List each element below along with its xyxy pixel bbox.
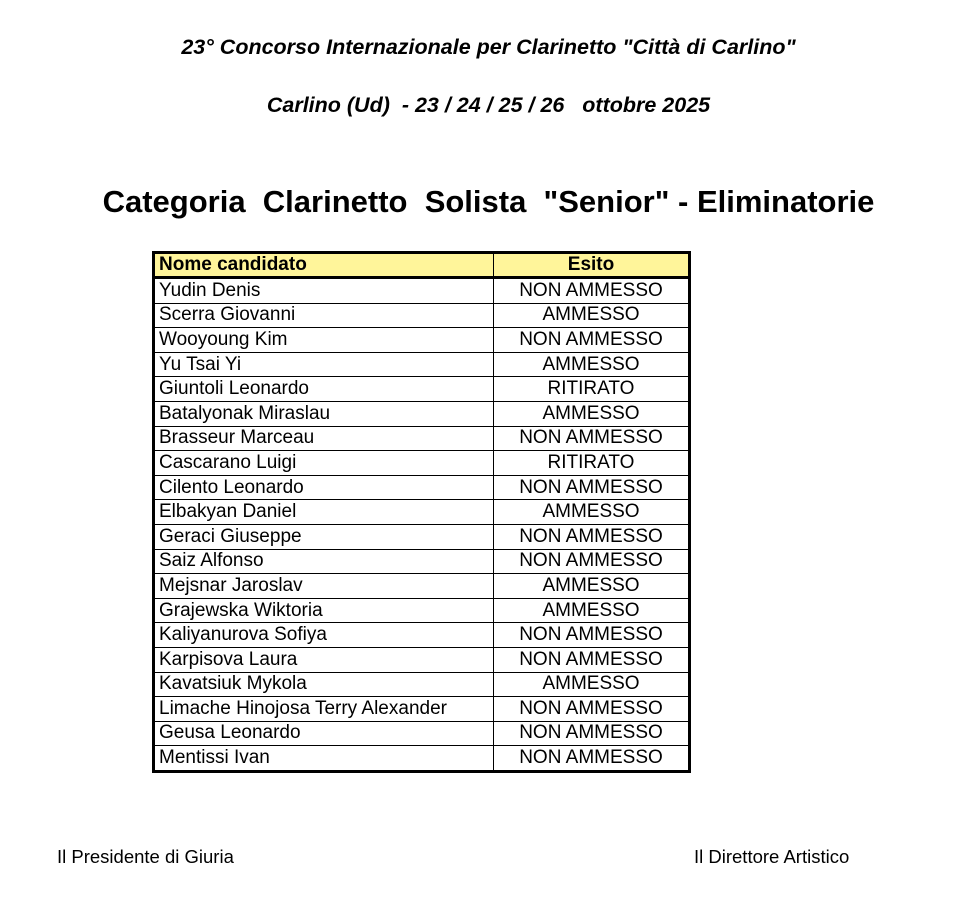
results-body <box>154 278 690 772</box>
candidate-result: AMMESSO <box>494 598 690 623</box>
candidate-result: RITIRATO <box>494 377 690 402</box>
candidate-name: Mentissi Ivan <box>154 746 494 772</box>
candidate-result: RITIRATO <box>494 451 690 476</box>
candidate-name: Giuntoli Leonardo <box>154 377 494 402</box>
competition-dates: Carlino (Ud) - 23 / 24 / 25 / 26 ottobre 2025 <box>266 93 711 117</box>
candidate-result: NON AMMESSO <box>494 328 690 353</box>
candidate-name: Karpisova Laura <box>154 647 494 672</box>
table-row <box>154 426 690 451</box>
table-header-row <box>154 253 690 278</box>
candidate-name: Cascarano Luigi <box>154 451 494 476</box>
table-row <box>154 672 690 697</box>
table-row <box>154 746 690 772</box>
table-row <box>154 401 690 426</box>
candidate-result: AMMESSO <box>494 303 690 328</box>
candidate-result: NON AMMESSO <box>494 647 690 672</box>
candidate-result: NON AMMESSO <box>494 697 690 722</box>
candidate-name: Wooyoung Kim <box>154 328 494 353</box>
candidate-result: AMMESSO <box>494 401 690 426</box>
candidate-name: Geusa Leonardo <box>154 721 494 746</box>
candidate-name: Batalyonak Miraslau <box>154 401 494 426</box>
table-row <box>154 598 690 623</box>
table-row <box>154 278 690 304</box>
candidate-result: AMMESSO <box>494 500 690 525</box>
table-row <box>154 721 690 746</box>
candidate-name: Kavatsiuk Mykola <box>154 672 494 697</box>
signature-director: Il Direttore Artistico <box>694 846 850 867</box>
candidate-result: NON AMMESSO <box>494 549 690 574</box>
candidate-name: Saiz Alfonso <box>154 549 494 574</box>
candidate-result: NON AMMESSO <box>494 721 690 746</box>
candidate-name: Elbakyan Daniel <box>154 500 494 525</box>
candidate-name: Cilento Leonardo <box>154 475 494 500</box>
candidate-result: NON AMMESSO <box>494 475 690 500</box>
candidate-result: NON AMMESSO <box>494 426 690 451</box>
column-header-esito: Esito <box>494 253 690 278</box>
candidate-name: Yu Tsai Yi <box>154 352 494 377</box>
table-row <box>154 303 690 328</box>
signature-president: Il Presidente di Giuria <box>57 846 234 867</box>
candidate-name: Kaliyanurova Sofiya <box>154 623 494 648</box>
results-table <box>152 251 691 773</box>
table-row <box>154 377 690 402</box>
candidate-name: Yudin Denis <box>154 278 494 304</box>
table-row <box>154 574 690 599</box>
competition-title: 23° Concorso Internazionale per Clarinetto "Città di Carlino" <box>181 35 796 59</box>
table-row <box>154 475 690 500</box>
candidate-result: NON AMMESSO <box>494 278 690 304</box>
candidate-name: Geraci Giuseppe <box>154 524 494 549</box>
category-heading: Categoria Clarinetto Solista "Senior" - Eliminatorie <box>102 184 875 219</box>
candidate-name: Limache Hinojosa Terry Alexander <box>154 697 494 722</box>
candidate-name: Scerra Giovanni <box>154 303 494 328</box>
table-row <box>154 623 690 648</box>
candidate-name: Brasseur Marceau <box>154 426 494 451</box>
table-row <box>154 549 690 574</box>
table-row <box>154 328 690 353</box>
table-row <box>154 500 690 525</box>
table-row <box>154 697 690 722</box>
table-row <box>154 451 690 476</box>
candidate-name: Mejsnar Jaroslav <box>154 574 494 599</box>
candidate-result: AMMESSO <box>494 574 690 599</box>
candidate-result: NON AMMESSO <box>494 524 690 549</box>
candidate-result: NON AMMESSO <box>494 746 690 772</box>
table-row <box>154 352 690 377</box>
table-row <box>154 647 690 672</box>
candidate-result: AMMESSO <box>494 352 690 377</box>
candidate-result: NON AMMESSO <box>494 623 690 648</box>
table-row <box>154 524 690 549</box>
column-header-name: Nome candidato <box>154 253 494 278</box>
candidate-result: AMMESSO <box>494 672 690 697</box>
candidate-name: Grajewska Wiktoria <box>154 598 494 623</box>
